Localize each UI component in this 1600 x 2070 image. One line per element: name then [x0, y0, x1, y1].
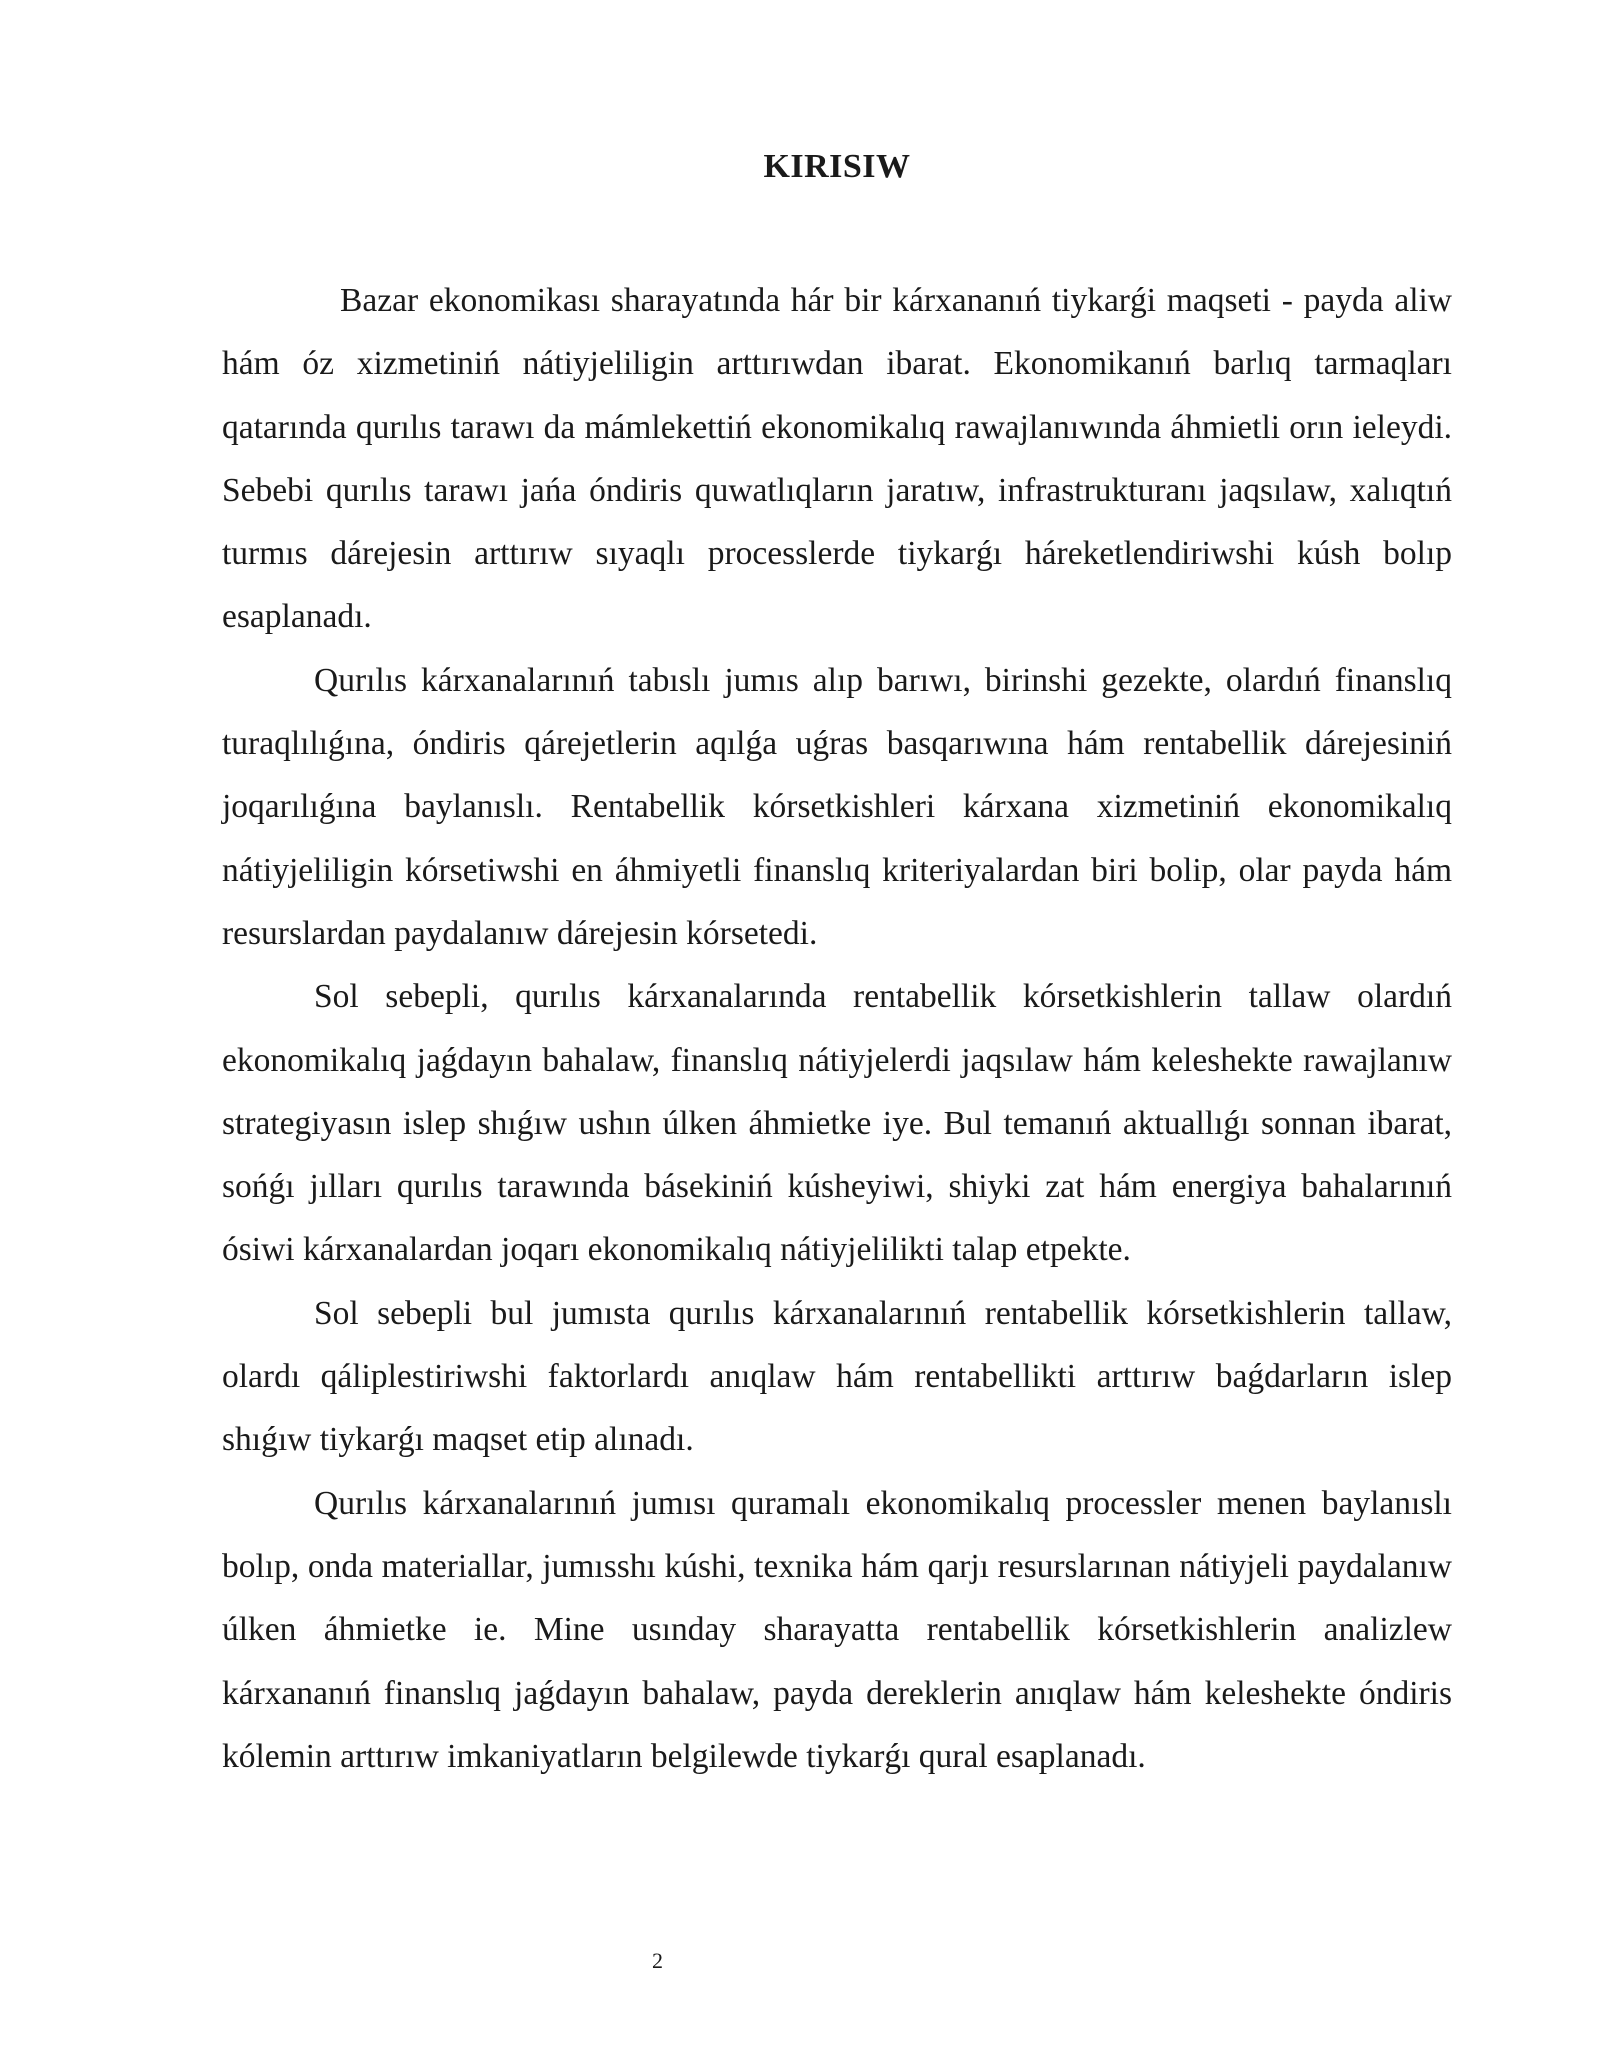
- section-title: KIRISIW: [763, 148, 911, 185]
- paragraph-2: Qurılıs kárxanalarınıń tabıslı jumıs alıp barıwı, birinshi gezekte, olardıń finanslıq turaqlılıǵına, óndiris qárejetlerin aqılǵa uǵras basqarıwına hám rentabellik dárejesiniń joqarılıǵına baylanıslı. Rentabellik kórsetkishleri kárxana xizmetiniń ekonomikalıq nátiyjeliligin kórsetiwshi en áhmiyetli finanslıq kriteriyalardan biri bolip, olar payda hám resurslardan paydalanıw dárejesin kórsetedi.: [222, 661, 1452, 952]
- body-text: [222, 269, 1452, 1788]
- paragraph-1: Bazar ekonomikası sharayatında hár bir kárxananıń tiykarǵi maqseti - payda aliw hám óz xizmetiniń nátiyjeliligin arttırıwdan ibarat. Ekonomikanıń barlıq tarmaqları qatarında qurılıs tarawı da mámlekettiń ekonomikalıq rawajlanıwında áhmietli orın ieleydi. Sebebi qurılıs tarawı jańa óndiris quwatlıqların jaratıw, infrastrukturanı jaqsılaw, xalıqtıń turmıs dárejesin arttırıw sıyaqlı processlerde tiykarǵı háreketlendiriwshi kúsh bolıp esaplanadı.: [222, 282, 1452, 636]
- paragraph-5: Qurılıs kárxanalarınıń jumısı quramalı ekonomikalıq processler menen baylanıslı bolıp, onda materiallar, jumısshı kúshi, texnika hám qarjı resurslarınan nátiyjeli paydalanıw úlken áhmietke ie. Mine usınday sharayatta rentabellik kórsetkishlerin analizlew kárxananıń finanslıq jaǵdayın bahalaw, payda dereklerin anıqlaw hám keleshekte óndiris kólemin arttırıw imkaniyatların belgilewde tiykarǵı qural esaplanadı.: [222, 1484, 1452, 1775]
- paragraph-3: Sol sebepli, qurılıs kárxanalarında rentabellik kórsetkishlerin tallaw olardıń ekonomikalıq jaǵdayın bahalaw, finanslıq nátiyjelerdi jaqsılaw hám keleshekte rawajlanıw strategiyasın islep shıǵıw ushın úlken áhmietke iye. Bul temanıń aktuallıǵı sonnan ibarat, sońǵı jılları qurılıs tarawında básekiniń kúsheyiwi, shiyki zat hám energiya bahalarınıń ósiwi kárxanalardan joqarı ekonomikalıq nátiyjelilikti talap etpekte.: [222, 978, 1452, 1269]
- paragraph-4: Sol sebepli bul jumısta qurılıs kárxanalarınıń rentabellik kórsetkishlerin tallaw, olardı qáliplestiriwshi faktorlardı anıqlaw hám rentabellikti arttırıw baǵdarların islep shıǵıw tiykarǵı maqset etip alınadı.: [222, 1294, 1452, 1459]
- page-number: 2: [652, 1948, 663, 1973]
